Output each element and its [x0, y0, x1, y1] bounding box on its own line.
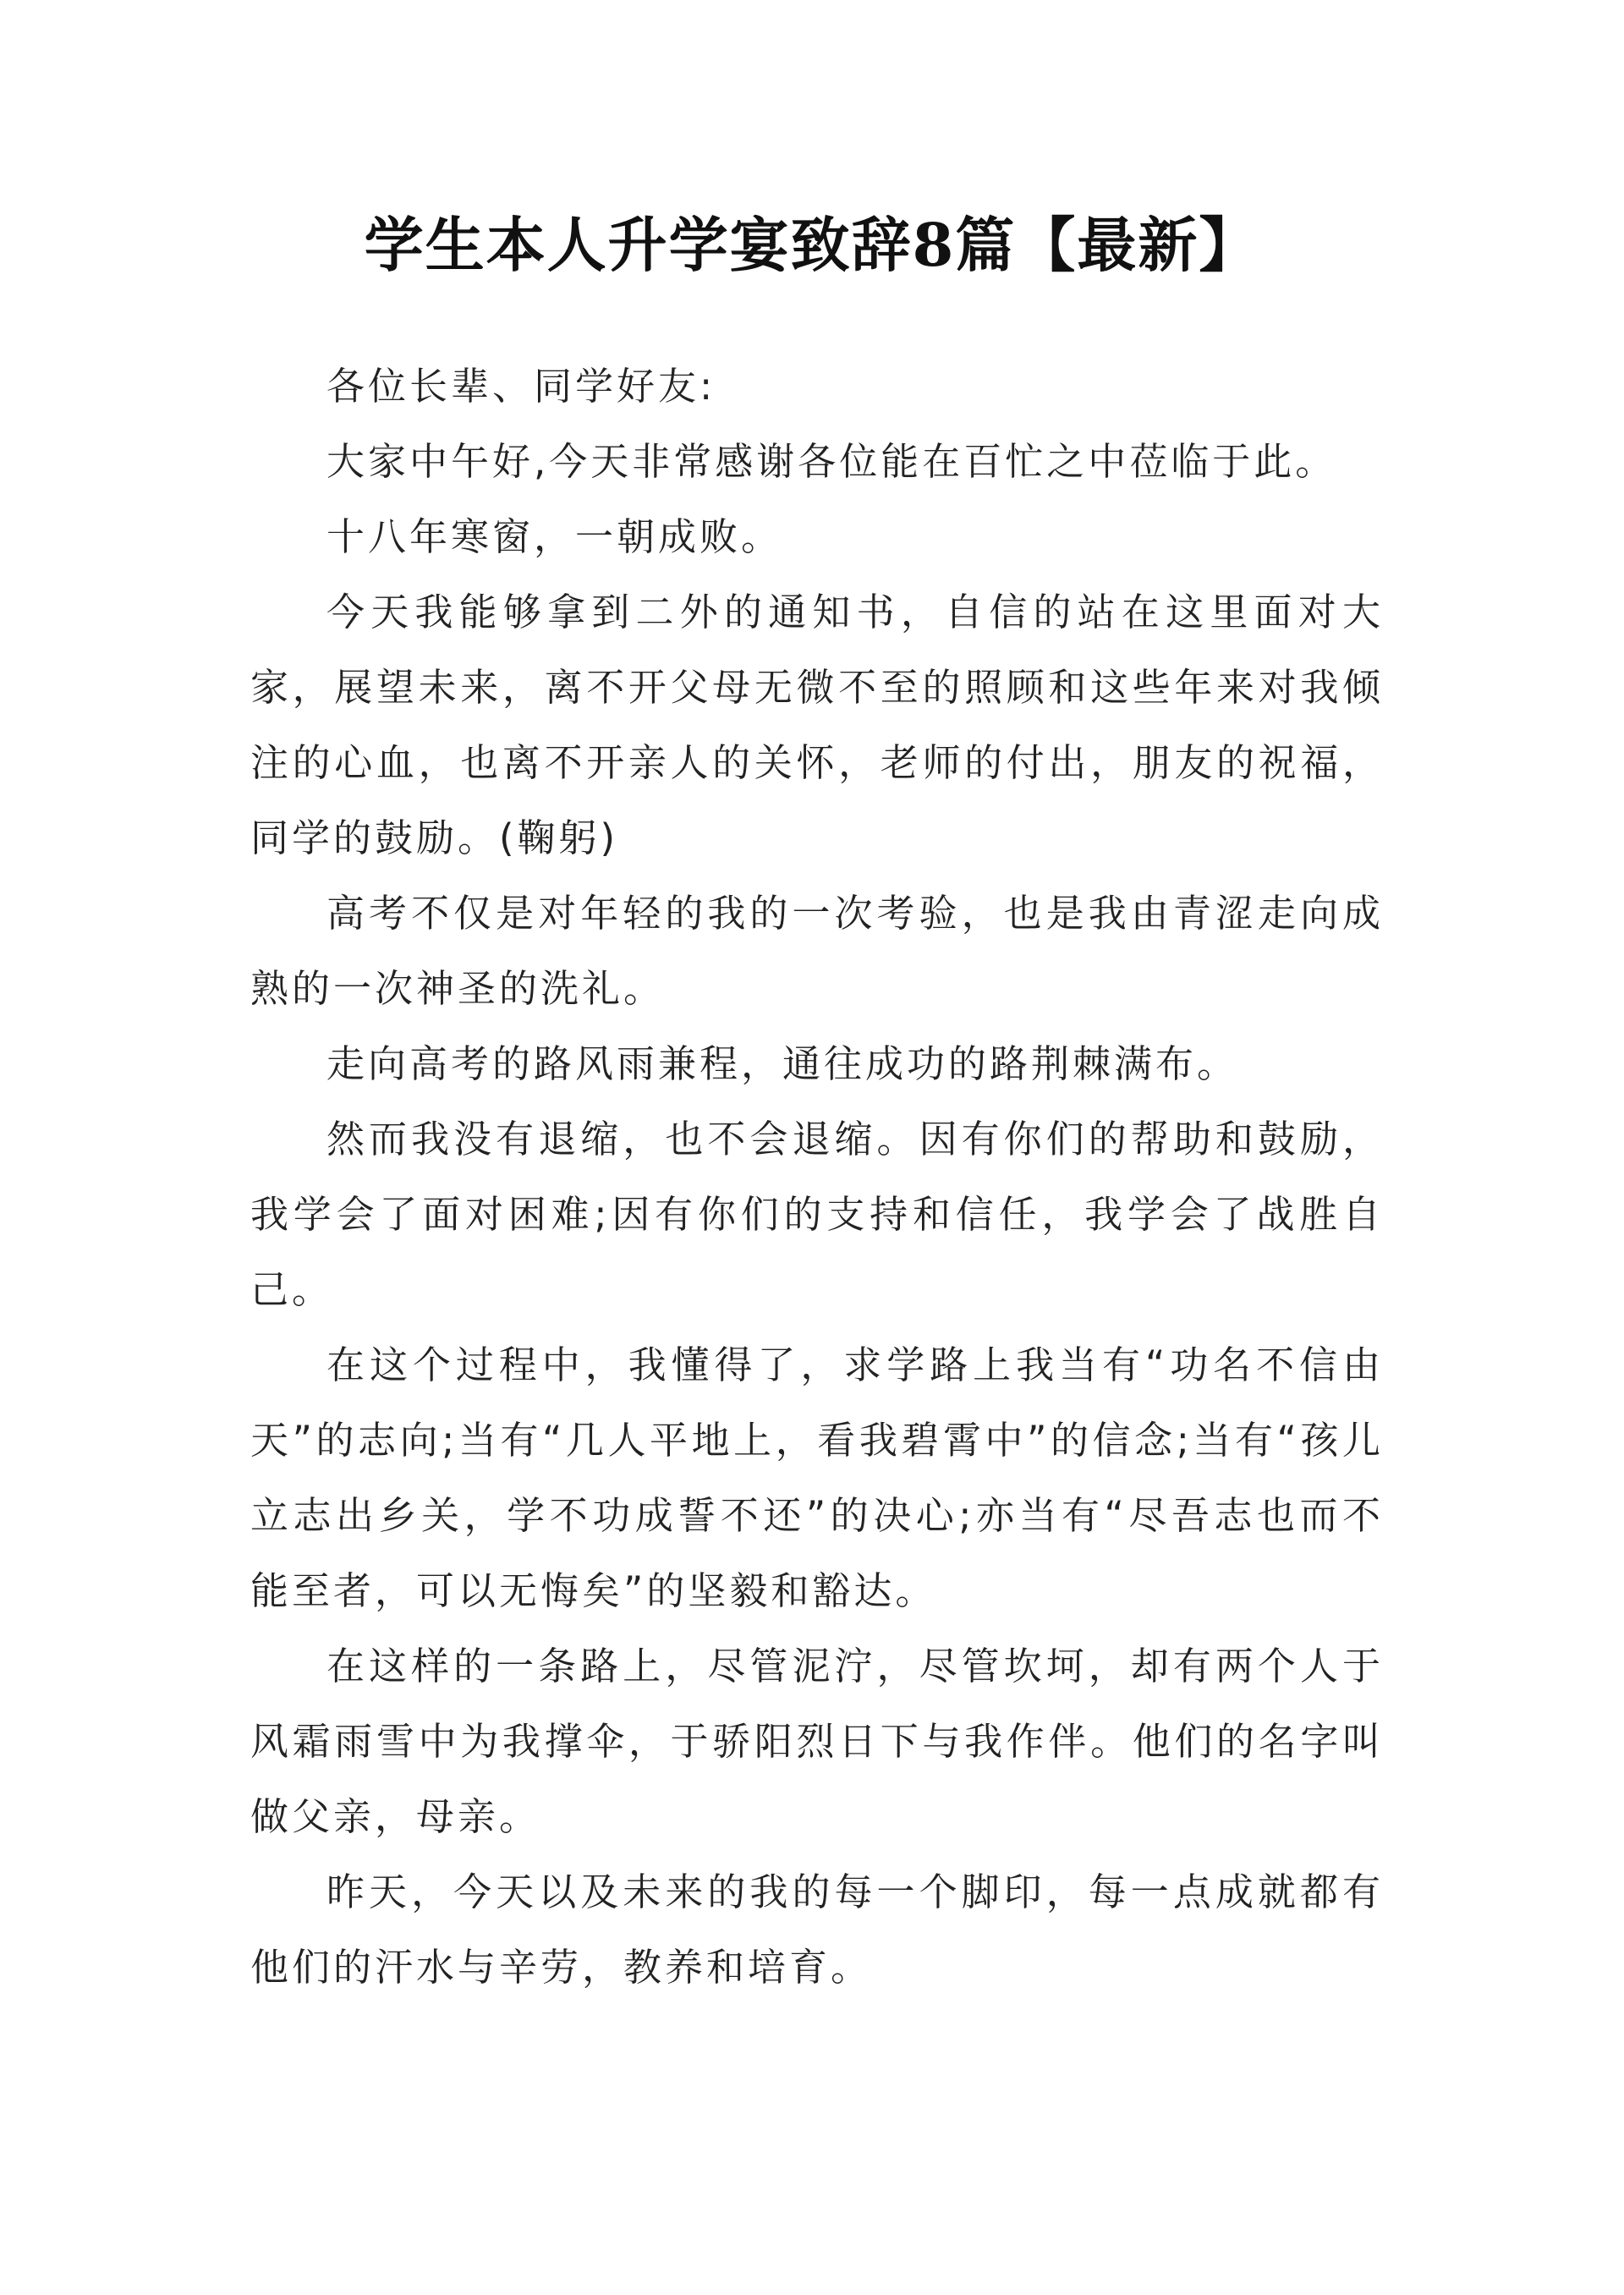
paragraph: 大家中午好,今天非常感谢各位能在百忙之中莅临于此。 [326, 439, 1337, 484]
document-title: 学生本人升学宴致辞8篇【最新】 [364, 210, 1260, 280]
paragraph: 走向高考的路风雨兼程，通往成功的路荆棘满布。 [326, 1041, 1239, 1086]
paragraph: 昨天，今天以及未来的我的每一个脚印，每一点成就都有他们的汗水与辛劳，教养和培育。 [250, 1869, 1384, 1990]
paragraph: 今天我能够拿到二外的通知书，自信的站在这里面对大家，展望未来，离不开父母无微不至的照顾和这些年来对我倾注的心血，也离不开亲人的关怀，老师的付出，朋友的祝福，同学的鼓励。(鞠躬) [250, 590, 1384, 860]
paragraph: 然而我没有退缩，也不会退缩。因有你们的帮助和鼓励，我学会了面对困难;因有你们的支持和信任，我学会了战胜自己。 [250, 1117, 1384, 1312]
paragraph: 各位长辈、同学好友: [326, 364, 716, 409]
paragraph: 在这个过程中，我懂得了，求学路上我当有“功名不信由天”的志向;当有“几人平地上，看我碧霄中”的信念;当有“孩儿立志出乡关，学不功成誓不还”的决心;亦当有“尽吾志也而不能至者，可以无悔矣”的坚毅和豁达。 [250, 1342, 1384, 1613]
document-body [250, 349, 1384, 2005]
paragraph: 十八年寒窗，一朝成败。 [326, 514, 783, 559]
paragraph: 高考不仅是对年轻的我的一次考验，也是我由青涩走向成熟的一次神圣的洗礼。 [250, 891, 1384, 1011]
paragraph: 在这样的一条路上，尽管泥泞，尽管坎坷，却有两个人于风霜雨雪中为我撑伞，于骄阳烈日下与我作伴。他们的名字叫做父亲，母亲。 [250, 1644, 1384, 1839]
